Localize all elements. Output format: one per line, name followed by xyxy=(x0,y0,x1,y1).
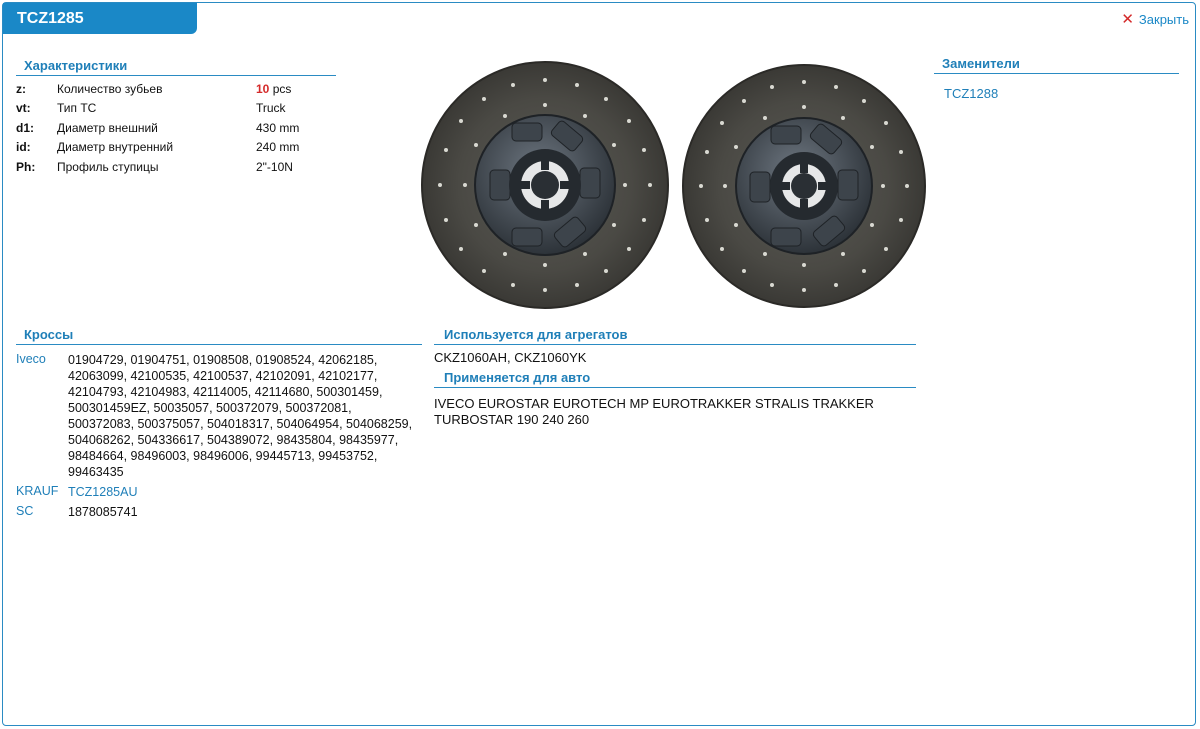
char-value: 430 mm xyxy=(256,120,300,135)
cross-brand[interactable]: KRAUF xyxy=(16,484,59,498)
units-text: CKZ1060AH, CKZ1060YK xyxy=(434,350,587,365)
characteristics-table xyxy=(16,79,299,177)
cross-code-link[interactable]: TCZ1285AU xyxy=(68,485,138,499)
vehicles-text: IVECO EUROSTAR EUROTECH MP EUROTRAKKER STRALIS TRAKKER TURBOSTAR 190 240 260 xyxy=(434,396,874,427)
char-value: 240 mm xyxy=(256,140,300,155)
char-name: Диаметр внешний xyxy=(57,120,158,135)
cross-brand[interactable]: Iveco xyxy=(16,352,46,366)
cross-row-iveco xyxy=(16,352,414,480)
substitute-link[interactable]: TCZ1288 xyxy=(944,86,999,101)
char-key: vt: xyxy=(16,101,31,116)
clutch-disc-image-front xyxy=(420,60,670,310)
char-key: d1: xyxy=(16,120,34,135)
cross-codes: 1878085741 xyxy=(68,505,138,519)
close-icon: ✕ xyxy=(1121,11,1134,28)
char-key: z: xyxy=(16,81,26,96)
char-value: Truck xyxy=(256,101,286,116)
char-row-hub-profile xyxy=(16,157,299,177)
char-row-vehicle-type xyxy=(16,99,299,119)
product-title-tab: TCZ1285 xyxy=(3,3,197,34)
char-row-outer-diameter xyxy=(16,118,299,138)
char-name: Диаметр внутренний xyxy=(57,140,174,155)
char-name: Тип ТС xyxy=(57,101,97,116)
char-key: id: xyxy=(16,140,31,155)
char-row-inner-diameter xyxy=(16,138,299,158)
units-title: Используется для агрегатов xyxy=(434,327,916,345)
vehicles-title: Применяется для авто xyxy=(434,370,916,388)
characteristics-title: Характеристики xyxy=(16,58,336,76)
char-name: Количество зубьев xyxy=(57,81,163,96)
cross-brand[interactable]: SC xyxy=(16,504,34,518)
char-value: 2"-10N xyxy=(256,159,293,174)
substitutes-title: Заменители xyxy=(934,56,1179,74)
char-row-teeth xyxy=(16,79,299,99)
char-key: Ph: xyxy=(16,159,36,174)
cross-codes: 01904729, 01904751, 01908508, 01908524, 42062185, 42063099, 42100535, 42100537, 42102091, 42102177, 42104793, 42104983, 42114005, 42114680, 500301459, 500301459EZ, 50035057, 500372079, 500372081, 500372083, 500375057, 504018317, 504064954, 504068259, 504068262, 504336617, 504389072, 98435804, 98435977, 98484664, 98496003, 98496006, 99445713, 99453752, 99463435 xyxy=(68,353,413,479)
close-button[interactable] xyxy=(1121,12,1189,27)
char-name: Профиль ступицы xyxy=(57,159,159,174)
clutch-disc-image-back xyxy=(681,62,927,310)
char-value: 10 pcs xyxy=(256,81,292,96)
crosses-title: Кроссы xyxy=(16,327,422,345)
close-label: Закрыть xyxy=(1138,12,1189,27)
crosses-list xyxy=(16,352,414,524)
cross-row-krauf xyxy=(16,484,414,500)
cross-row-sc xyxy=(16,504,414,520)
